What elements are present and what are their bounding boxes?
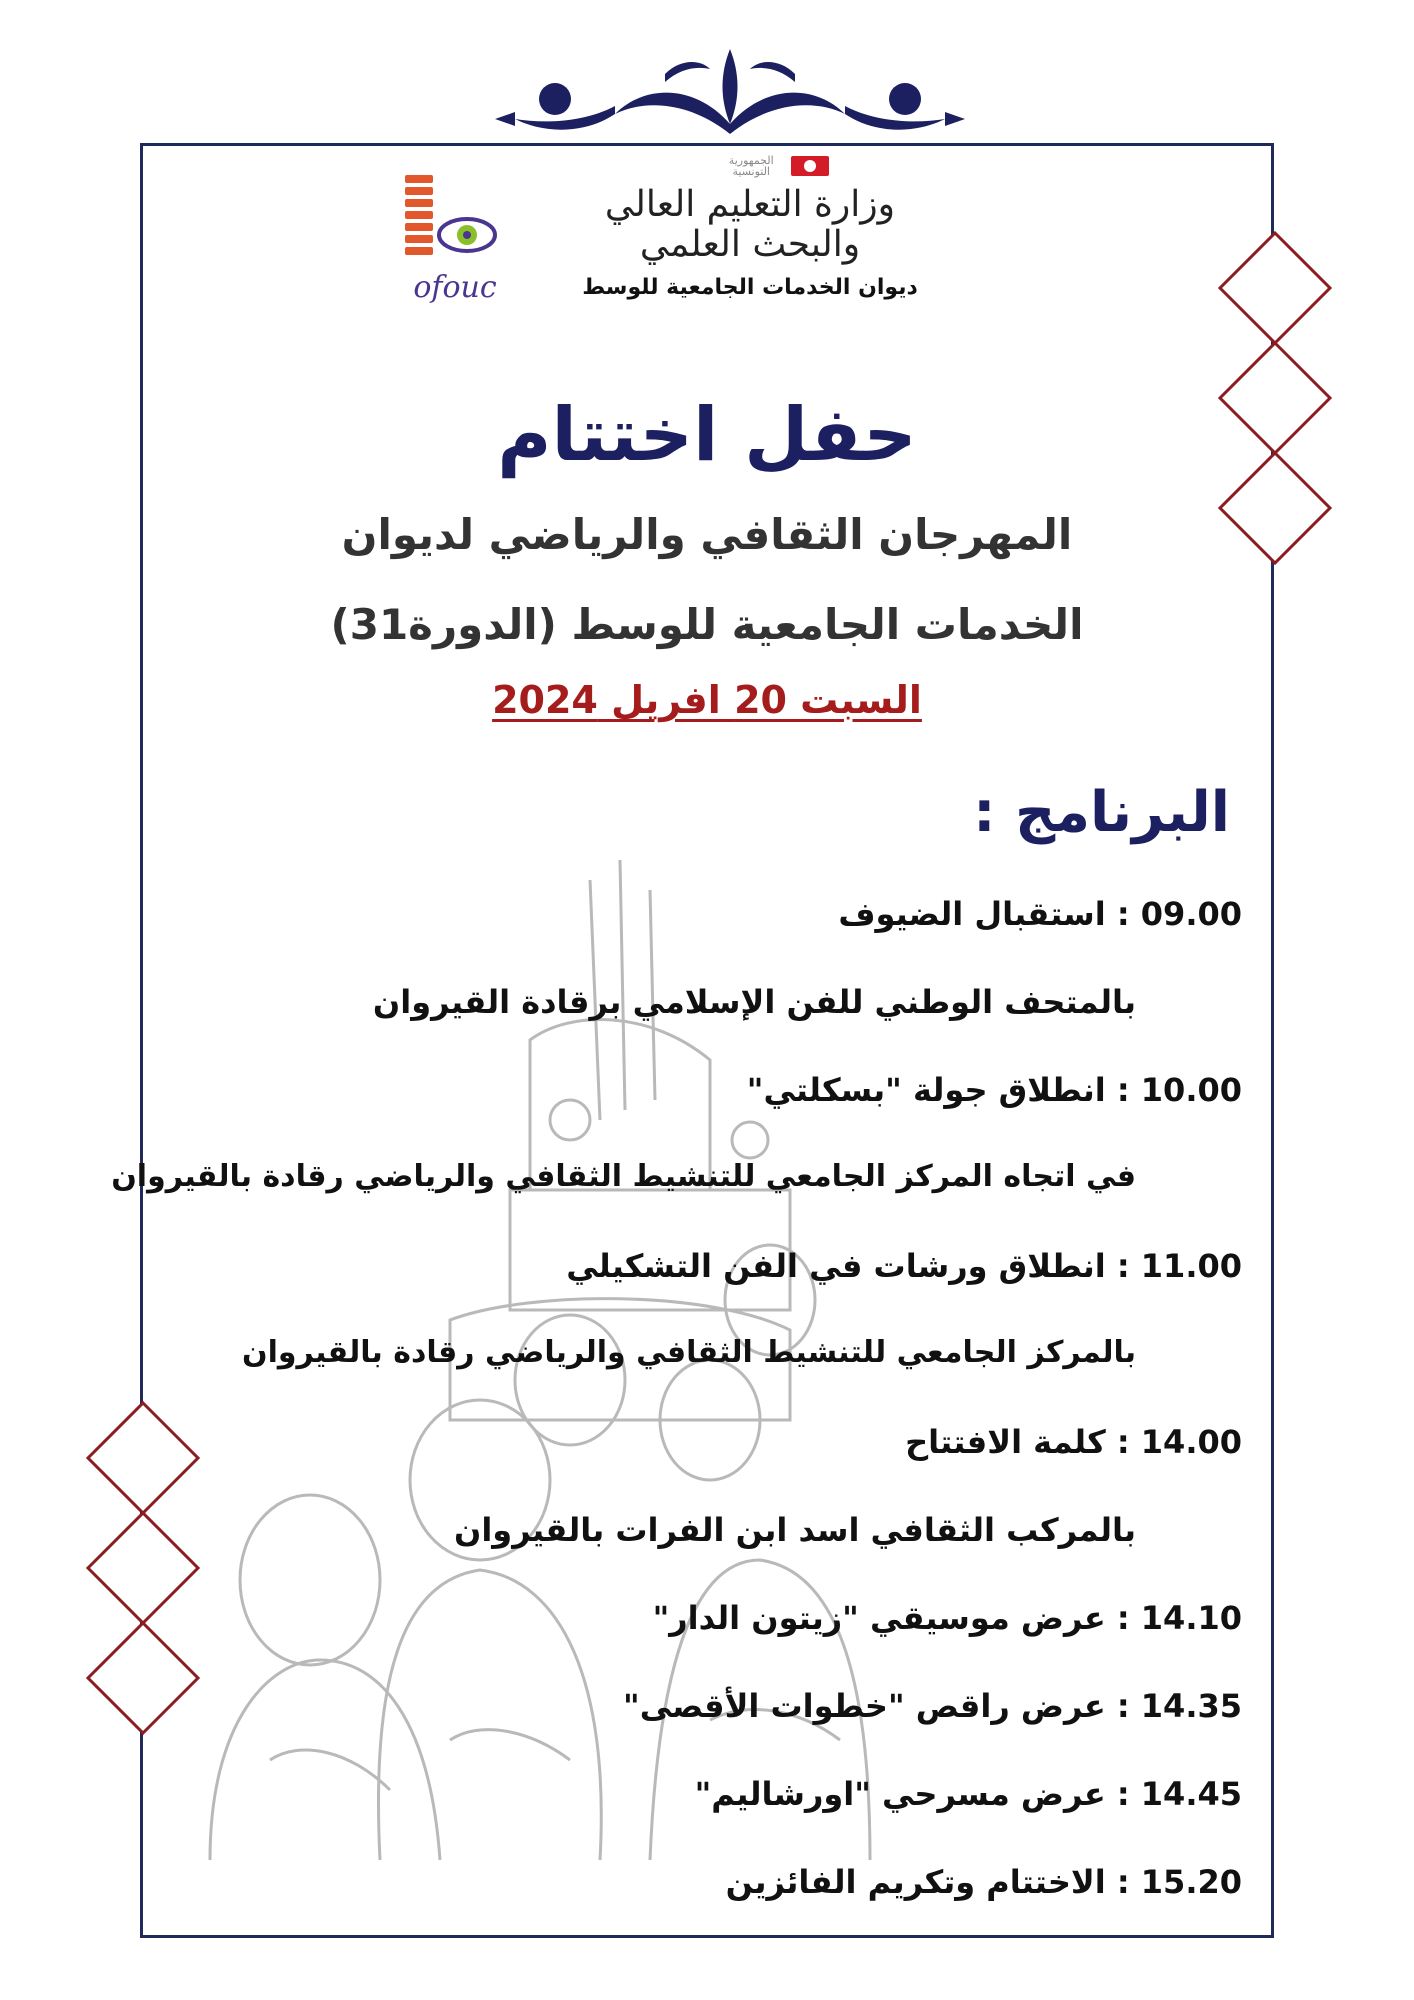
program-detail — [454, 1511, 1136, 1549]
ofouc-logo — [405, 175, 505, 315]
program-detail-text: في اتجاه المركز الجامعي للتنشيط الثقافي والرياضي رقادة بالقيروان — [111, 1159, 1136, 1194]
program-item — [695, 1775, 1242, 1813]
program-detail — [111, 1159, 1136, 1194]
program-item — [838, 895, 1242, 933]
event-date-text: السبت 20 افريل 2024 — [492, 678, 922, 722]
program-time: 11.00 — [1140, 1247, 1242, 1285]
ministry-line2: والبحث العلمي — [639, 224, 861, 265]
subtitle-line2: الخدمات الجامعية للوسط (الدورة31) — [330, 600, 1084, 649]
program-detail — [373, 983, 1136, 1021]
program-text: : عرض راقص "خطوات الأقصى" — [623, 1687, 1130, 1725]
program-text: : كلمة الافتتاح — [905, 1423, 1130, 1461]
program-detail-text: بالمركب الثقافي اسد ابن الفرات بالقيروان — [454, 1511, 1136, 1549]
tunisia-flag-icon — [791, 156, 829, 176]
program-item — [905, 1423, 1242, 1461]
ministry-emblem — [582, 154, 918, 305]
republic-badge — [710, 155, 840, 181]
program-item — [653, 1599, 1242, 1637]
program-text: : الاختتام وتكريم الفائزين — [725, 1863, 1130, 1901]
program-time: 14.00 — [1140, 1423, 1242, 1461]
program-text: : انطلاق جولة "بسكلتي" — [746, 1071, 1130, 1109]
program-item — [566, 1247, 1242, 1285]
subtitle-line1: المهرجان الثقافي والرياضي لديوان — [341, 510, 1073, 559]
program-text: : استقبال الضيوف — [838, 895, 1130, 933]
program-text: : انطلاق ورشات في الفن التشكيلي — [566, 1247, 1130, 1285]
program-item — [747, 1071, 1242, 1109]
program-detail — [242, 1335, 1136, 1370]
program-text: : عرض موسيقي "زيتون الدار" — [652, 1599, 1130, 1637]
program-detail-text: بالمتحف الوطني للفن الإسلامي برقادة القيروان — [372, 983, 1136, 1021]
program-item — [623, 1687, 1242, 1725]
program-time: 10.00 — [1140, 1071, 1242, 1109]
program-heading: البرنامج : — [973, 780, 1230, 845]
program-detail-text: بالمركز الجامعي للتنشيط الثقافي والرياضي رقادة بالقيروان — [241, 1335, 1136, 1370]
event-date — [0, 678, 1414, 722]
office-name: ديوان الخدمات الجامعية للوسط — [582, 275, 918, 300]
ministry-name — [600, 185, 900, 265]
program-time: 14.10 — [1140, 1599, 1242, 1637]
top-ornament — [495, 44, 965, 144]
program-time: 15.20 — [1140, 1863, 1242, 1901]
ministry-line1: وزارة التعليم العالي — [604, 184, 896, 225]
program-item — [726, 1863, 1242, 1901]
republic-label: الجمهورية التونسية — [728, 154, 774, 178]
program-time: 14.35 — [1140, 1687, 1242, 1725]
program-text: : عرض مسرحي "اورشاليم" — [694, 1775, 1130, 1813]
ofouc-logo-text: ofouc — [413, 270, 497, 305]
program-time: 09.00 — [1140, 895, 1242, 933]
program-time: 14.45 — [1140, 1775, 1242, 1813]
main-title: حفل اختتام — [497, 392, 917, 478]
